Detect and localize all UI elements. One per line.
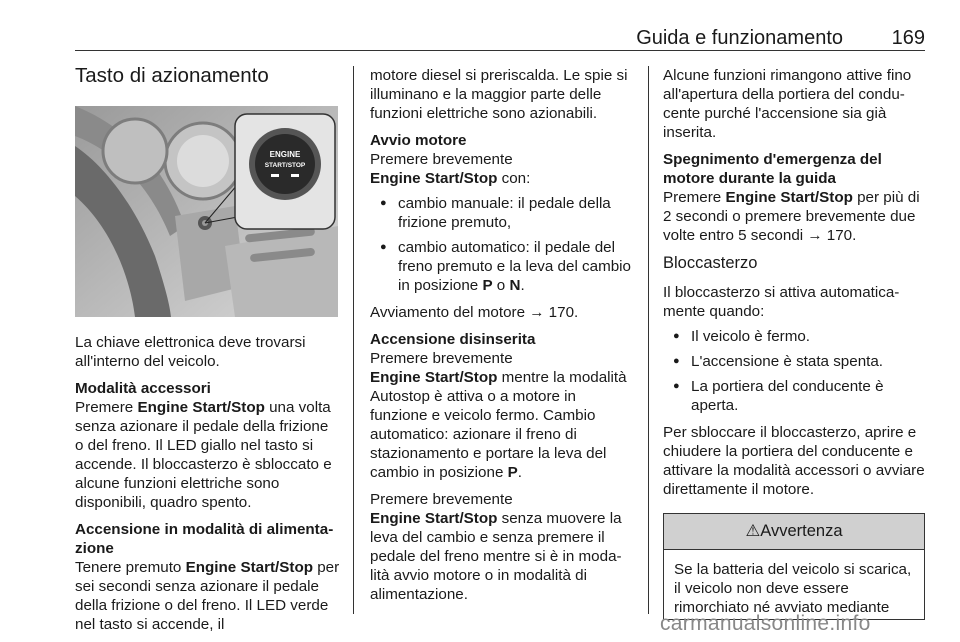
list-item: ● Il veicolo è fermo. xyxy=(663,327,925,346)
warning-text: Se la batteria del veicolo si scarica, il veicolo non deve essere rimorchiato né avviato mediante xyxy=(674,561,912,616)
paragraph: motore diesel si preriscalda. Le spie si illuminano e la maggior parte delle funzioni elettriche sono azionabili. xyxy=(370,67,628,122)
text: Premere brevemente xyxy=(370,350,513,367)
paragraph: Il bloccasterzo si attiva automatica-mente quando: xyxy=(663,284,900,320)
subheading: Spegnimento d'emergenza del motore durante la guida xyxy=(663,151,882,187)
section-heading: Tasto di azionamento xyxy=(75,64,269,87)
paragraph xyxy=(370,490,635,604)
watermark: carmanualsonline.info xyxy=(660,612,871,635)
key-name: Engine Start/Stop xyxy=(185,559,314,576)
bullet-list xyxy=(370,194,635,295)
list-item: ● La portiera del conducente è aperta. xyxy=(663,377,925,415)
subheading: Avvio motore xyxy=(370,132,467,149)
column-divider xyxy=(353,66,354,614)
warning-title: Avvertenza xyxy=(760,522,843,540)
paragraph xyxy=(75,520,340,634)
dashboard-illustration xyxy=(75,106,338,317)
page-number: 169 xyxy=(891,27,925,49)
paragraph: La chiave elettronica deve trovarsi all'interno del veicolo. xyxy=(75,334,306,370)
list-item: ● cambio manuale: il pedale della frizione premuto, xyxy=(370,194,635,232)
text: Premere brevemente xyxy=(370,491,513,508)
column-divider xyxy=(648,66,649,614)
text: mentre la modalità Autostop è attiva o a motore in funzione e veicolo fermo. Cambio automatico: azionare il freno di stazionamento e portare la leva del cambio in posizione xyxy=(370,369,627,481)
text: N xyxy=(509,277,521,294)
paragraph xyxy=(663,150,925,245)
key-name: Engine Start/Stop xyxy=(370,170,498,187)
text: Tenere premuto xyxy=(75,559,186,576)
button-label-startstop: START/STOP xyxy=(264,162,306,169)
text: Premere xyxy=(663,189,726,206)
page-header xyxy=(75,24,925,51)
column-3 xyxy=(663,66,925,620)
cross-reference: Avviamento del motore → 170. xyxy=(370,304,579,321)
section-heading: Bloccasterzo xyxy=(663,254,758,272)
text: P xyxy=(507,464,518,481)
subheading: Modalità accessori xyxy=(75,380,211,397)
paragraph xyxy=(370,131,635,188)
column-1 xyxy=(75,64,340,642)
key-name: Engine Start/Stop xyxy=(370,510,498,527)
warning-box xyxy=(663,513,925,620)
key-name: Engine Start/Stop xyxy=(137,399,265,416)
warning-header xyxy=(664,514,924,550)
text: cambio automatico: il pedale del freno premuto e la leva del cambio in posizione xyxy=(398,239,632,294)
paragraph: Alcune funzioni rimangono attive fino all'apertura della portiera del condu-cente purché l'accensione sia già inserita. xyxy=(663,67,912,141)
text: per più di 2 secondi o premere brevemente due volte entro 5 secondi → 170. xyxy=(663,189,920,244)
button-label-engine: ENGINE xyxy=(269,150,301,159)
text: con: xyxy=(497,170,531,187)
list-item xyxy=(370,238,635,295)
engine-start-stop-image xyxy=(75,106,338,317)
subheading: Accensione in modalità di alimenta-zione xyxy=(75,521,334,557)
text: . xyxy=(520,277,525,294)
text: P xyxy=(482,277,493,294)
column-2 xyxy=(370,66,635,612)
subheading: Accensione disinserita xyxy=(370,331,536,348)
text: o xyxy=(492,277,510,294)
text: Premere xyxy=(75,399,138,416)
key-name: Engine Start/Stop xyxy=(370,369,498,386)
section-title: Guida e funzionamento xyxy=(636,27,843,49)
list-item: ● L'accensione è stata spenta. xyxy=(663,352,925,371)
text: senza muovere la leva del cambio e senza premere il pedale del freno mentre si è in moda-lità avvio motore o in modalità di alimentazione. xyxy=(370,510,622,603)
key-name: Engine Start/Stop xyxy=(725,189,853,206)
paragraph xyxy=(75,379,340,512)
paragraph: Per sbloccare il bloccasterzo, aprire e chiudere la portiera del conducente e attivare la modalità accessori o avviare direttamente il motore. xyxy=(663,424,925,498)
paragraph xyxy=(370,330,635,482)
text: una volta senza azionare il pedale della frizione o del freno. Il LED giallo nel tasto si accende. Il bloccasterzo è sbloccato e alcune funzioni elettriche sono disponibili, quadro spento. xyxy=(75,399,332,511)
bullet-list xyxy=(663,327,925,415)
warning-icon: ⚠ xyxy=(745,522,761,540)
text: . xyxy=(517,464,522,481)
text: Premere brevemente xyxy=(370,151,513,168)
text: per sei secondi senza azionare il pedale della frizione o del freno. Il LED verde nel tasto si accende, il xyxy=(75,559,340,633)
